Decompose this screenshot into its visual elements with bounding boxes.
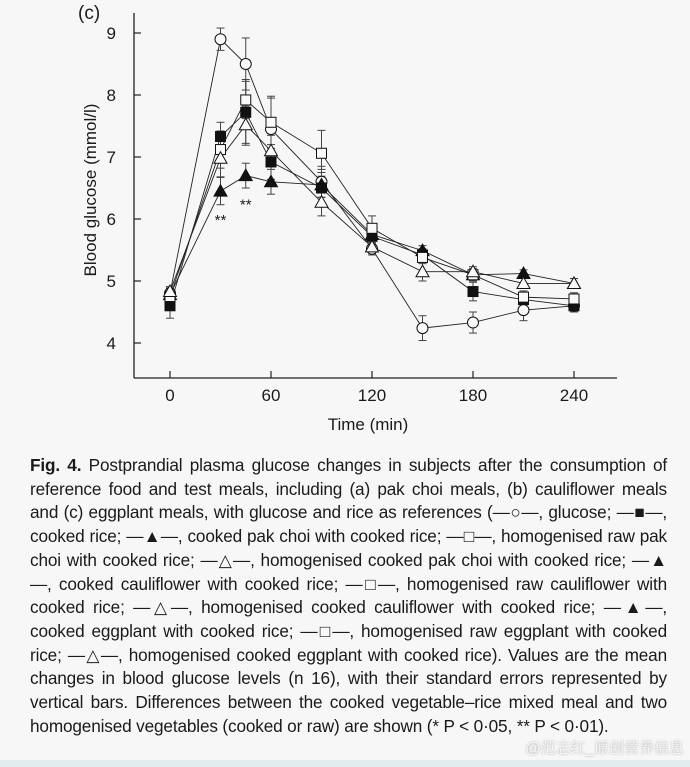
data-point-open-square: [266, 117, 276, 127]
y-tick-label: 8: [106, 86, 116, 105]
figure-label: Fig. 4.: [30, 455, 82, 475]
data-point-filled-square: [266, 157, 276, 167]
caption-text: Postprandial plasma glucose changes in subjects after the consumption of reference food and test meals, including (a) pak choi meals, (b) cauliflower meals and (c) eggplant meals, with glucose and rice as references (—○—, glucose; —■—, cooked rice; —▲—, cooked pak choi with cooked rice; —□—, homogenised raw pak choi with cooked rice; —△—, homogenised cooked pak choi with cooked rice; —▲—, cooked cauliflower with cooked rice; —□—, homogenised raw cauliflower with cooked rice; —△—, homogenised cooked cauliflower with cooked rice; —▲—, cooked eggplant with cooked rice; —□—, homogenised raw eggplant with cooked rice; —△—, homogenised cooked eggplant with cooked rice). Values are the mean changes in blood glucose levels (n 16), with their standard errors represented by vertical bars. Differences between the cooked vegetable–rice mixed meal and two homogenised vegetables (cooked or raw) are shown (* P < 0·05, ** P < 0·01).: [30, 455, 667, 736]
data-point-open-square: [569, 294, 579, 304]
y-tick-label: 7: [106, 148, 116, 167]
significance-marker: **: [214, 212, 227, 229]
y-tick-label: 6: [106, 210, 116, 229]
watermark: @范志红_原创营养信息: [525, 740, 684, 757]
series-layer: [164, 28, 581, 340]
panel-label: (c): [78, 3, 101, 24]
data-point-filled-triangle: [239, 169, 252, 181]
data-point-open-square: [241, 95, 251, 105]
x-tick-label: 60: [261, 386, 281, 405]
y-tick-label: 9: [106, 24, 116, 43]
data-point-open-square: [518, 292, 528, 302]
y-tick-label: 5: [106, 272, 116, 291]
series-line: [170, 112, 574, 305]
x-tick-label: 120: [357, 386, 387, 405]
bottom-band: [0, 760, 690, 767]
series-line: [170, 39, 574, 328]
data-point-open-circle: [518, 305, 529, 316]
data-point-open-circle: [467, 317, 478, 328]
x-axis-label: Time (min): [327, 415, 409, 434]
data-point-open-circle: [240, 59, 251, 70]
data-point-open-square: [316, 148, 326, 158]
significance-marker: **: [239, 196, 252, 214]
data-point-filled-square: [165, 301, 175, 311]
data-point-filled-square: [215, 132, 225, 142]
data-point-open-circle: [417, 323, 428, 334]
data-point-open-triangle: [416, 265, 429, 277]
data-point-open-square: [367, 223, 377, 233]
figure-caption: [30, 454, 667, 738]
data-point-filled-triangle: [214, 185, 227, 197]
axes: [107, 13, 617, 405]
y-tick-label: 4: [106, 334, 116, 353]
data-point-open-circle: [215, 34, 226, 45]
series-line: [170, 125, 574, 292]
x-tick-label: 0: [165, 386, 175, 405]
data-point-open-triangle: [239, 118, 252, 129]
data-point-filled-square: [468, 287, 478, 297]
data-point-filled-square: [241, 107, 251, 117]
y-axis-label: Blood glucose (mmol/l): [81, 103, 100, 277]
x-tick-label: 240: [559, 386, 589, 405]
series-line: [170, 100, 574, 299]
data-point-open-square: [417, 252, 427, 262]
x-tick-label: 180: [458, 386, 488, 405]
